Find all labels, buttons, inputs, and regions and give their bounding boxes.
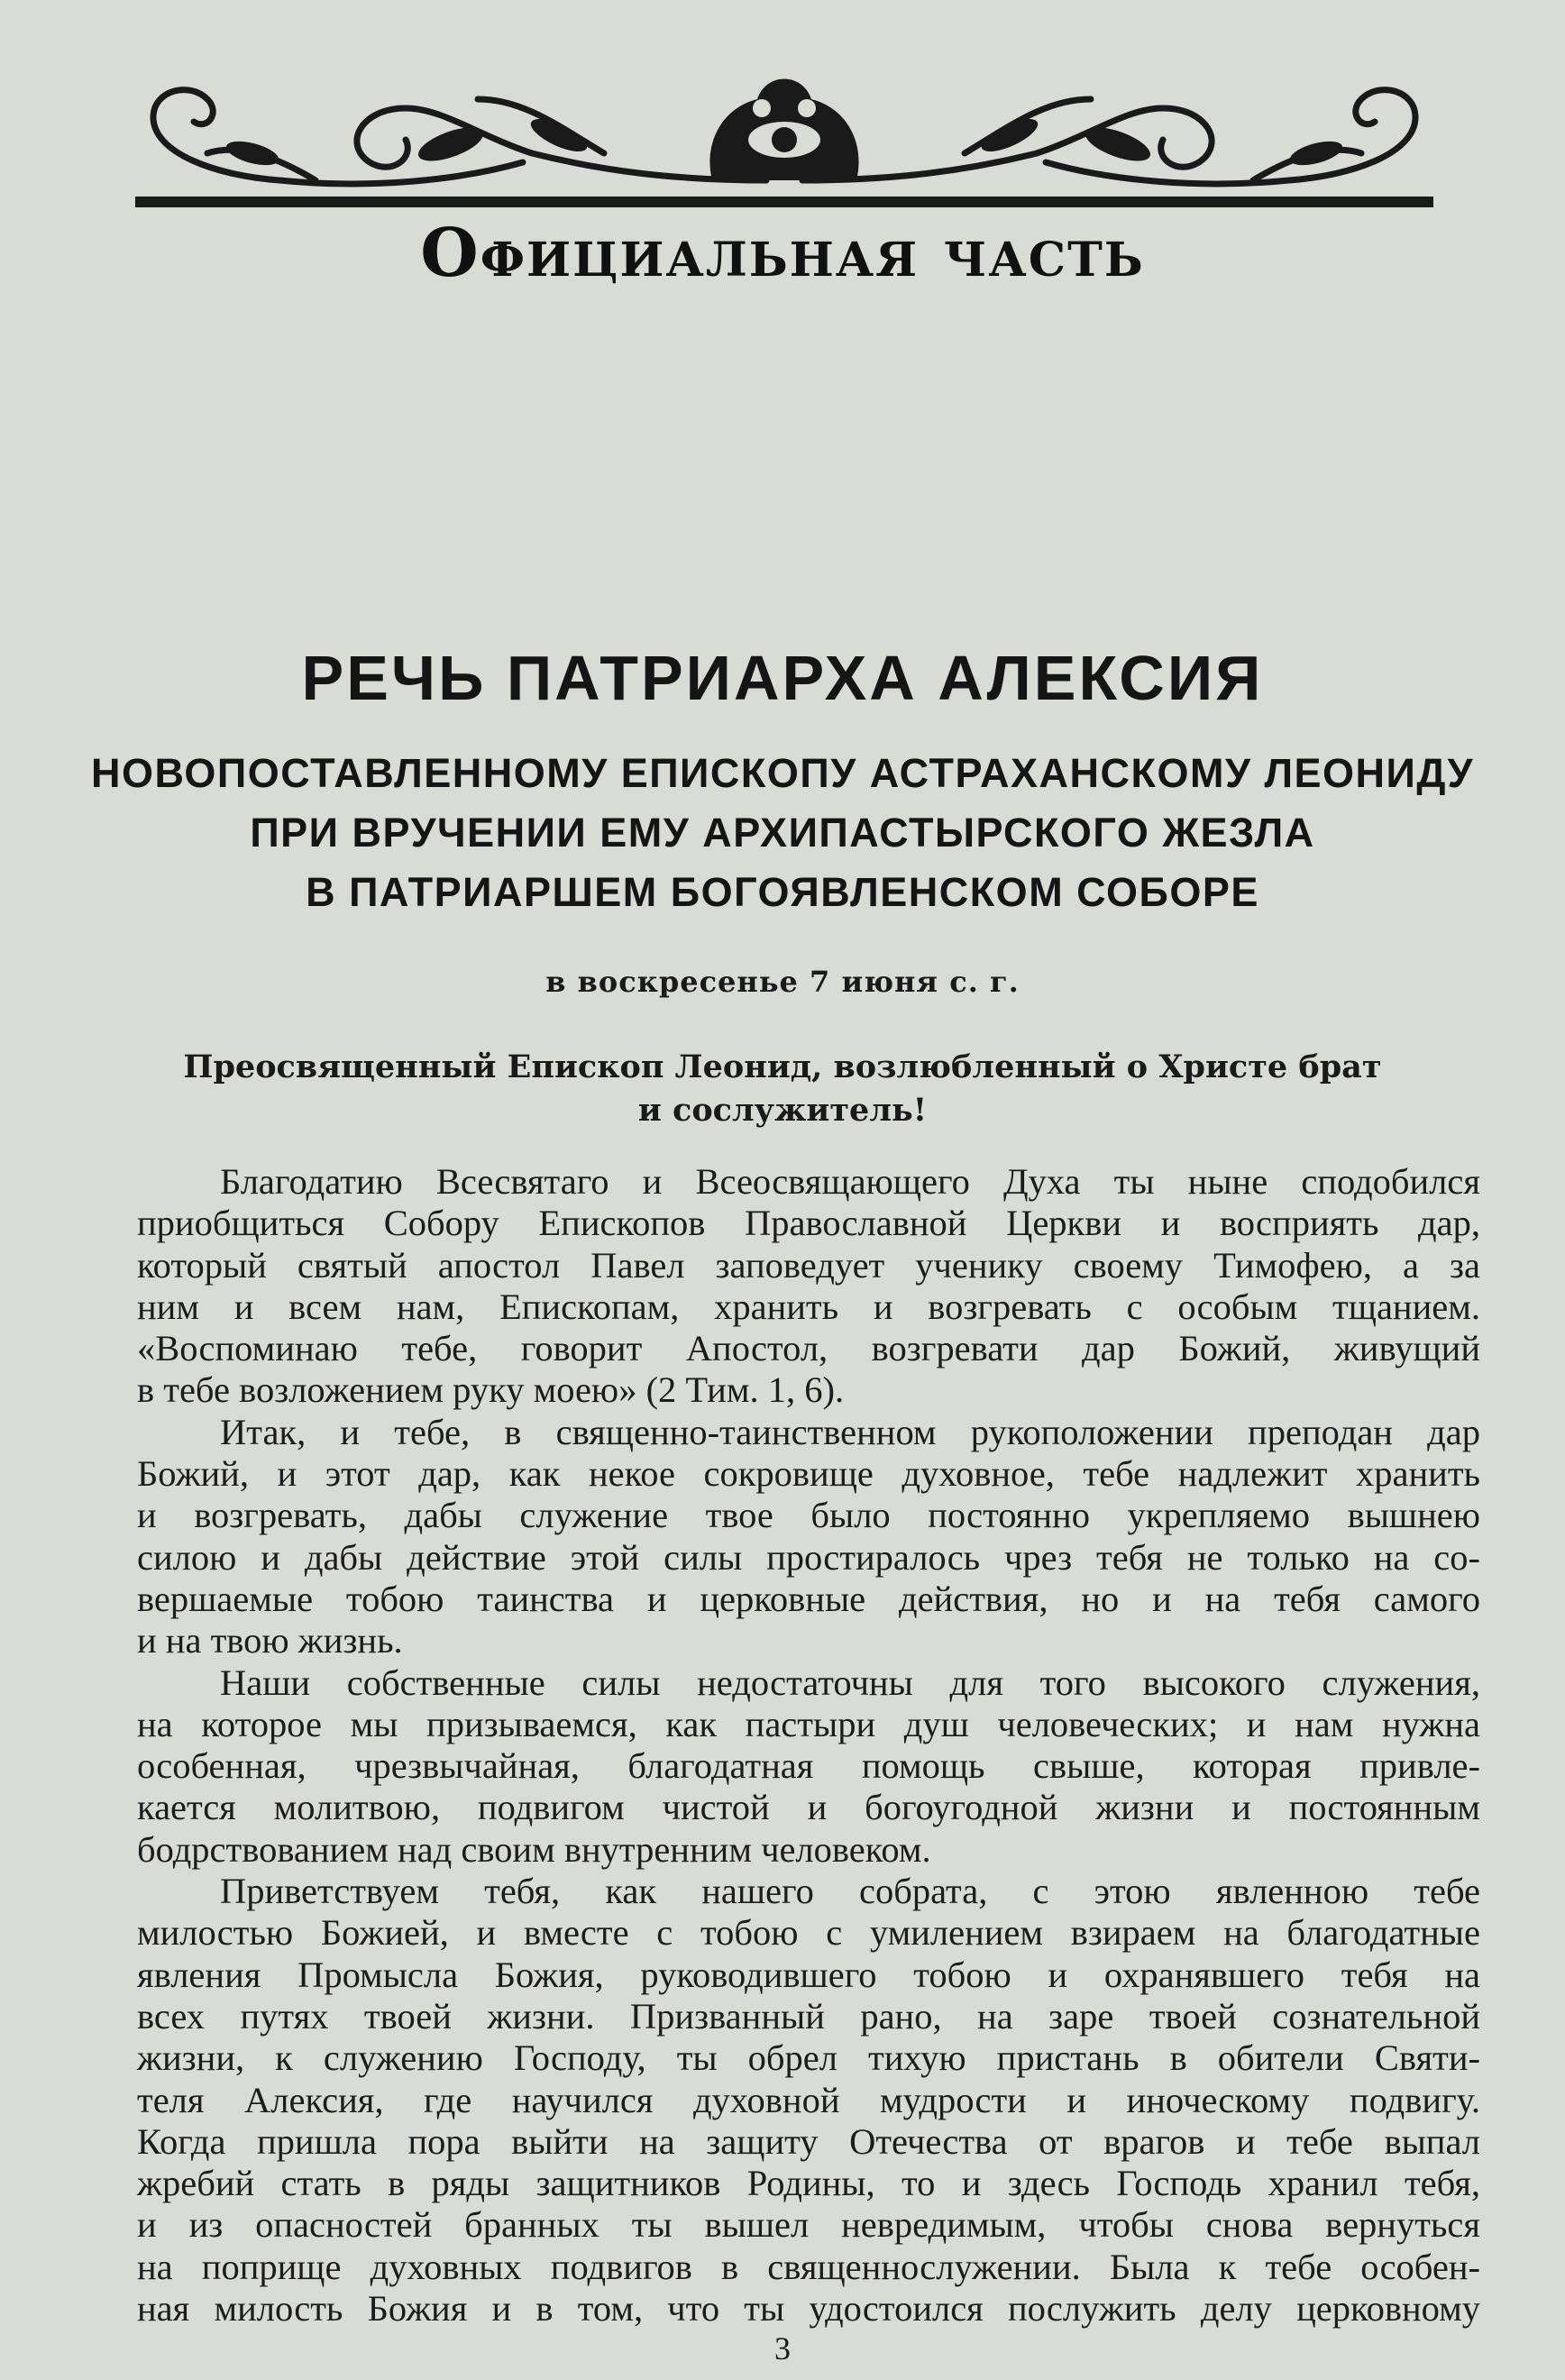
article-title: РЕЧЬ ПАТРИАРХА АЛЕКСИЯ [301,643,1264,713]
salutation-line: Преосвященный Епископ Леонид, возлюбленный о Христе брат [183,1048,1382,1085]
salutation [180,1046,1385,1132]
subtitle-line: В ПАТРИАРШЕМ БОГОЯВЛЕНСКОМ СОБОРЕ [306,869,1259,915]
body-line: «Воспоминаю тебе, говорит Апостол, возгревати дар Божий, живущий [137,1328,1480,1369]
body-line: теля Алексия, где научился духовной мудрости и иноческому подвигу. [137,2079,1480,2120]
body-line: Благодатию Всесвятаго и Всеосвящающего Духа ты ныне сподобился [220,1161,1480,1202]
subtitle-line: НОВОПОСТАВЛЕННОМУ ЕПИСКОПУ АСТРАХАНСКОМУ ЛЕОНИДУ [91,750,1474,796]
body-line: Приветствуем тебя, как нашего собрата, с этою явленною тебе [220,1871,1480,1912]
body-line: кается молитвою, подвигом чистой и богоугодной жизни и постоянным [137,1787,1480,1828]
body-line: и из опасностей бранных ты вышел невредимым, чтобы снова вернуться [137,2204,1480,2246]
subtitle-line: ПРИ ВРУЧЕНИИ ЕМУ АРХИПАСТЫРСКОГО ЖЕЗЛА [250,810,1315,856]
body-line: особенная, чрезвычайная, благодатная помощь свыше, которая привле- [137,1745,1480,1787]
body-line: и на твою жизнь. [137,1620,403,1661]
body-line: явления Промысла Божия, руководившего тобою и охранявшего тебя на [137,1954,1480,1995]
body-line: ним и всем нам, Епископам, хранить и возгревать с особым тщанием. [137,1286,1480,1327]
page-number: 3 [774,2330,791,2366]
salutation-line: и сослужитель! [637,1092,928,1129]
floral-scroll-ornament-icon [135,45,1433,216]
body-line: на поприще духовных подвигов в священнослужении. Была к тебе особен- [137,2246,1480,2287]
body-line: вершаемые тобою таинства и церковные действия, но и на тебя самого [137,1578,1480,1619]
body-line: Наши собственные силы недостаточны для того высокого служения, [220,1661,1480,1703]
article-body [137,1161,1480,2330]
body-line: жизни, к служению Господу, ты обрел тихую пристань в обители Святи- [137,2037,1480,2079]
body-line: и возгревать, дабы служение твое было постоянно укрепляемо вышнею [137,1495,1480,1536]
body-line: в тебе возложением руку моею» (2 Тим. 1, 6). [137,1369,845,1411]
body-line: милостью Божией, и вместе с тобою с умилением взираем на благодатные [137,1912,1480,1954]
body-line: Когда пришла пора выйти на защиту Отечества от врагов и тебе выпал [137,2120,1480,2162]
body-line: Итак, и тебе, в священно-таинственном рукоположении преподан дар [220,1411,1480,1452]
article-date: в воскресенье 7 июня с. г. [545,965,1020,999]
body-line: Божий, и этот дар, как некое сокровище духовное, тебе надлежит хранить [137,1453,1480,1495]
body-line: всех путях твоей жизни. Призванный рано, на заре твоей сознательной [137,1995,1480,2037]
body-line: бодрствованием над своим внутренним человеком. [137,1828,931,1870]
article-subtitle [0,744,1565,922]
body-line: жребий стать в ряды защитников Родины, то и здесь Господь хранил тебя, [137,2163,1480,2204]
body-line: который святый апостол Павел заповедует ученику своему Тимофею, а за [137,1244,1480,1286]
body-line: на которое мы призываемся, как пастыри душ человеческих; и нам нужна [137,1703,1480,1744]
body-line: приобщиться Собору Епископов Православной Церкви и восприять дар, [137,1203,1480,1244]
body-line: силою и дабы действие этой силы простиралось чрез тебя не только на со- [137,1536,1480,1578]
body-line: ная милость Божия и в том, что ты удостоился послужить делу церковному [137,2288,1480,2330]
section-header-title: Официальная часть [420,215,1145,292]
